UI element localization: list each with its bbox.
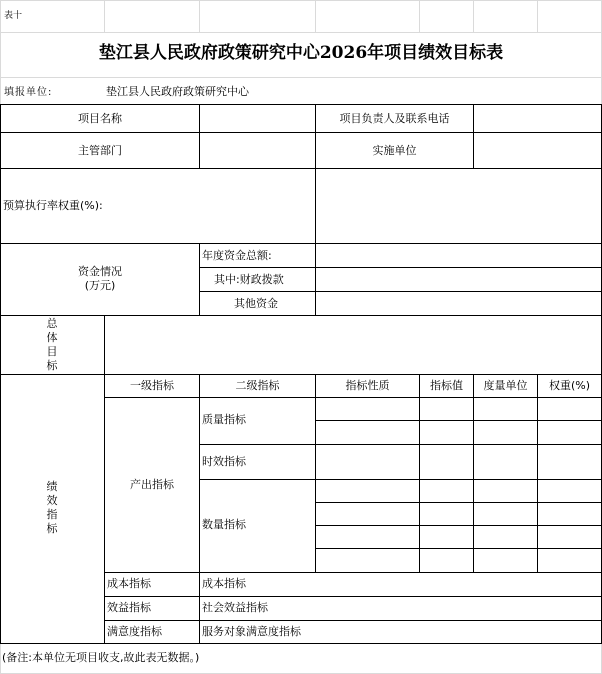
table-number: 表十 <box>4 11 23 21</box>
table-border <box>0 104 602 105</box>
performance-char: 绩 <box>46 480 58 493</box>
table-border <box>315 502 602 503</box>
table-border <box>0 243 602 244</box>
budget-rate-label: 预算执行率权重(%): <box>3 199 103 212</box>
table-border <box>0 104 1 644</box>
overall-goal-char: 体 <box>46 331 58 344</box>
performance-char: 效 <box>46 494 58 507</box>
quality-indicator-label: 质量指标 <box>202 413 246 426</box>
header-level1: 一级指标 <box>130 379 174 392</box>
satisfaction-indicator-level1: 满意度指标 <box>107 625 162 638</box>
table-border <box>0 374 602 375</box>
implementing-unit-label: 实施单位 <box>372 144 417 157</box>
overall-goal-char: 标 <box>46 359 58 372</box>
other-funds-label: 其他资金 <box>234 297 278 310</box>
timeliness-indicator-label: 时效指标 <box>202 455 246 468</box>
table-border <box>473 104 474 168</box>
gridline <box>0 32 602 33</box>
cost-indicator-level2: 成本指标 <box>202 577 246 590</box>
gridline <box>199 0 200 32</box>
gridline <box>419 0 420 32</box>
project-name-label: 项目名称 <box>78 112 122 125</box>
overall-goal-char: 目 <box>46 345 58 358</box>
gridline <box>473 0 474 32</box>
performance-char: 指 <box>46 508 58 521</box>
funds-label: 资金情况 <box>78 265 122 278</box>
header-level2: 二级指标 <box>235 379 280 392</box>
table-border <box>537 374 538 572</box>
table-border <box>315 548 602 549</box>
gridline <box>537 0 538 32</box>
table-border <box>199 444 602 445</box>
fiscal-allocation-label: 其中:财政拨款 <box>214 273 284 286</box>
satisfaction-indicator-level2: 服务对象满意度指标 <box>202 625 301 638</box>
gridline <box>315 0 316 32</box>
table-border <box>199 479 602 480</box>
benefit-indicator-level2: 社会效益指标 <box>202 601 268 614</box>
table-border <box>104 596 602 597</box>
table-border <box>419 374 420 572</box>
table-border <box>473 374 474 572</box>
table-border <box>104 620 602 621</box>
annual-total-label: 年度资金总额: <box>202 249 272 262</box>
header-nature: 指标性质 <box>345 379 390 392</box>
gridline <box>0 77 602 78</box>
table-border <box>315 525 602 526</box>
table-border <box>104 397 602 398</box>
benefit-indicator-level1: 效益指标 <box>107 601 151 614</box>
cost-indicator-level1: 成本指标 <box>107 577 151 590</box>
table-border <box>315 168 316 315</box>
table-border <box>199 291 602 292</box>
quantity-indicator-label: 数量指标 <box>202 518 246 531</box>
table-border <box>199 243 200 315</box>
supervising-dept-label: 主管部门 <box>78 144 122 157</box>
performance-char: 标 <box>46 522 58 535</box>
table-border <box>0 168 602 169</box>
header-unit: 度量单位 <box>483 379 528 392</box>
table-border <box>0 132 602 133</box>
header-weight: 权重(%) <box>548 379 591 392</box>
overall-goal-char: 总 <box>46 317 58 330</box>
header-value: 指标值 <box>430 379 463 392</box>
table-border <box>199 374 200 643</box>
fill-unit-value: 垫江县人民政府政策研究中心 <box>106 85 249 98</box>
table-border <box>315 420 602 421</box>
table-border <box>315 374 316 572</box>
funds-unit-label: (万元) <box>84 279 116 292</box>
gridline <box>0 644 1 674</box>
performance-indicator-label <box>45 480 59 536</box>
page-title: 垫江县人民政府政策研究中心2026年项目绩效目标表 <box>98 43 504 63</box>
table-border <box>0 315 602 316</box>
fill-unit-label: 填报单位: <box>4 87 53 98</box>
output-indicator-label: 产出指标 <box>130 478 174 491</box>
table-border <box>0 643 602 644</box>
gridline <box>104 0 105 32</box>
footnote: (备注:本单位无项目收支,故此表无数据。) <box>2 651 200 664</box>
table-border <box>199 104 200 168</box>
gridline <box>0 0 602 1</box>
project-owner-label: 项目负责人及联系电话 <box>339 112 450 125</box>
table-border <box>104 572 602 573</box>
overall-goal-label <box>45 317 59 373</box>
table-border <box>199 267 602 268</box>
